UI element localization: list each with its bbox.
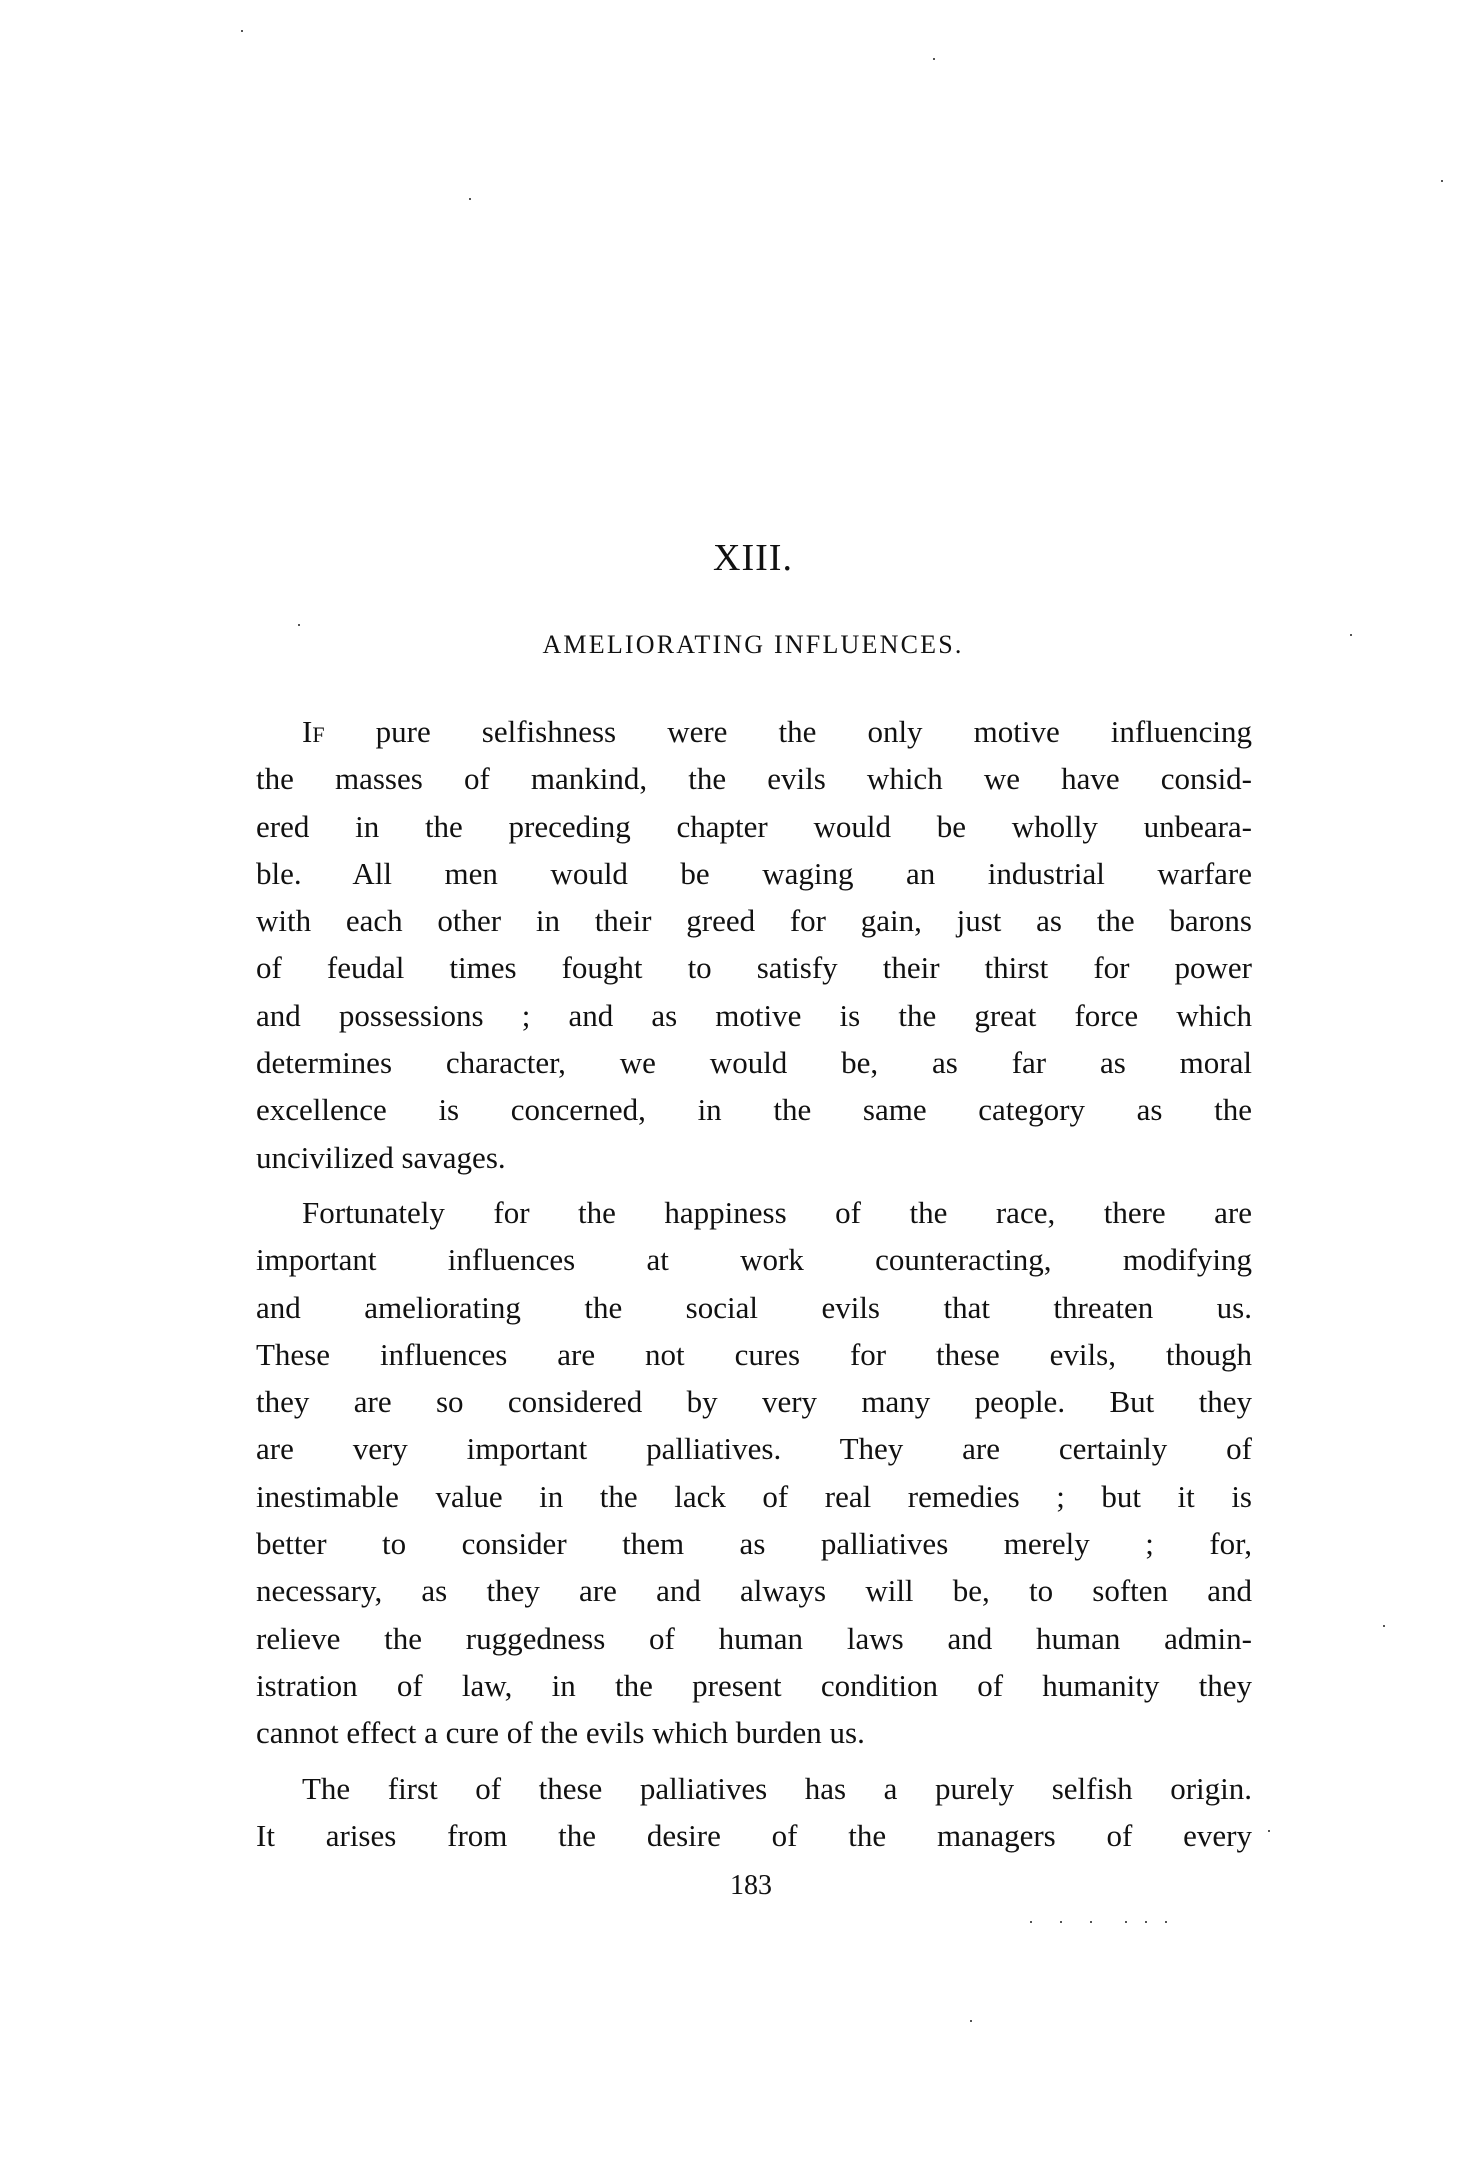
scan-speck <box>241 30 243 32</box>
scan-speck <box>970 2020 972 2022</box>
scan-speck <box>1060 1921 1062 1923</box>
text-line: inestimable value in the lack of real remedies ; but it is <box>256 1478 1252 1514</box>
scan-speck <box>1145 1921 1147 1923</box>
text-line: ered in the preceding chapter would be wholly unbeara- <box>256 808 1252 844</box>
text-line: better to consider them as palliatives merely ; for, <box>256 1526 1252 1562</box>
text-line: uncivilized savages. <box>256 1139 506 1175</box>
text-line: istration of law, in the present condition of humanity they <box>256 1667 1252 1703</box>
scan-speck <box>1125 1921 1127 1923</box>
text-line: If pure selfishness were the only motive influencing <box>302 714 1252 749</box>
text-line: and possessions ; and as motive is the great force which <box>256 997 1252 1033</box>
paragraph-1 <box>256 708 1252 1181</box>
text-line: cannot effect a cure of the evils which burden us. <box>256 1715 865 1751</box>
scan-speck <box>933 58 935 60</box>
chapter-number: XIII. <box>713 537 793 579</box>
scan-speck <box>1030 1921 1032 1923</box>
scan-speck <box>1441 180 1443 182</box>
text-line: relieve the ruggedness of human laws and human admin- <box>256 1620 1252 1656</box>
scan-speck <box>1090 1921 1092 1923</box>
text-line: ble. All men would be waging an industrial warfare <box>256 855 1252 891</box>
page-number: 183 <box>730 1870 772 1901</box>
text-line: These influences are not cures for these evils, though <box>256 1336 1252 1372</box>
scan-speck <box>298 624 300 626</box>
paragraph-3 <box>256 1765 1252 1860</box>
body-text <box>256 708 1252 1859</box>
text-line: are very important palliatives. They are certainly of <box>256 1431 1252 1467</box>
text-line: the masses of mankind, the evils which we have consid- <box>256 761 1252 797</box>
text-line: of feudal times fought to satisfy their thirst for power <box>256 950 1252 986</box>
chapter-title: AMELIORATING INFLUENCES. <box>542 630 964 659</box>
paragraph-2 <box>256 1189 1252 1757</box>
text-line: determines character, we would be, as far as moral <box>256 1045 1252 1081</box>
text-line: Fortunately for the happiness of the race, there are <box>302 1194 1252 1230</box>
text-line: and ameliorating the social evils that threaten us. <box>256 1289 1252 1325</box>
scan-speck <box>1165 1921 1167 1923</box>
scan-speck <box>1350 634 1352 636</box>
scan-speck <box>1268 1830 1270 1832</box>
text-line: The first of these palliatives has a purely selfish origin. <box>302 1770 1252 1806</box>
text-line: necessary, as they are and always will be, to soften and <box>256 1573 1252 1609</box>
opening-word: If <box>302 714 325 749</box>
text-line: with each other in their greed for gain, just as the barons <box>256 903 1252 939</box>
text-line: they are so considered by very many people. But they <box>256 1384 1252 1420</box>
text-line: It arises from the desire of the managers of every <box>256 1817 1252 1853</box>
scan-speck <box>1383 1625 1385 1627</box>
text-line: important influences at work counteracting, modifying <box>256 1242 1252 1278</box>
scan-speck <box>469 198 471 200</box>
text-line: excellence is concerned, in the same category as the <box>256 1092 1252 1128</box>
